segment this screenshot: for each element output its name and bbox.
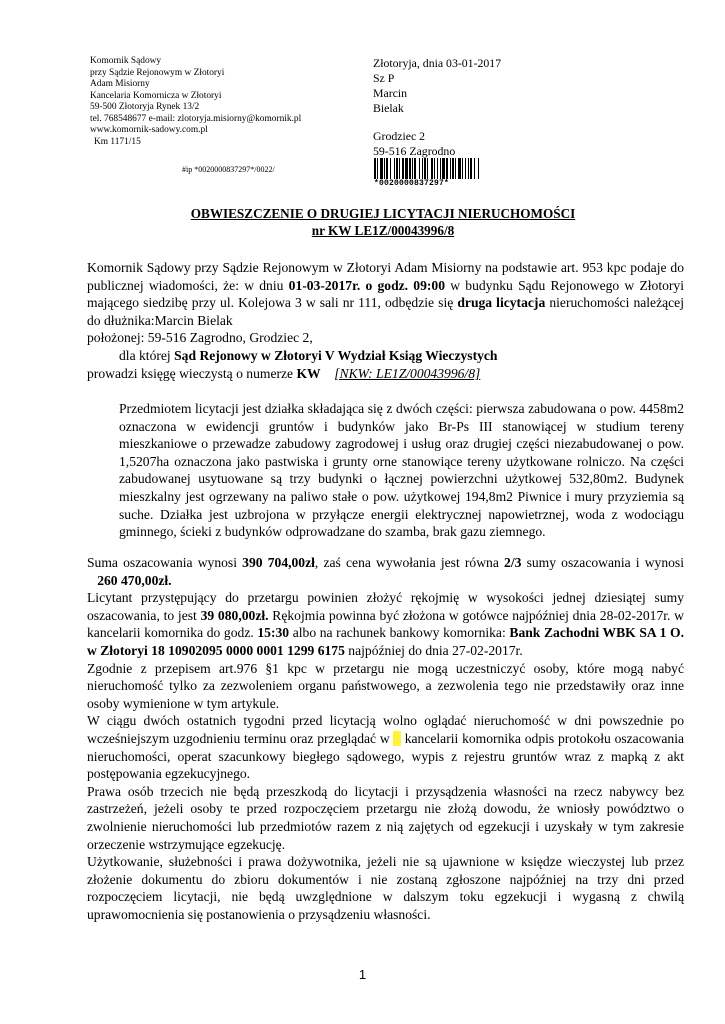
property-location: położonej: 59-516 Zagrodno, Grodziec 2, xyxy=(87,330,313,346)
recipient-last-name: Bielak xyxy=(373,101,404,115)
valuation-sum: 390 704,00zł xyxy=(242,555,315,570)
auction-terms: Suma oszacowania wynosi 390 704,00zł, zaś cena wywołania jest równa 2/3 sumy oszacowania i wynosi 260 470,00zł. Licytant przystępujący do przetargu powinien złożyć rękojmię w wysokości jednej dziesiątej sumy oszacowania, to jest 39 080,00zł. Rękojmia powinna być złożona w gotówce najpóźniej dnia 28-02-2017r. w kancelarii komornika do godz. 15:30 albo na rachunek bankowy komornika: Bank Zachodni WBK SA 1 O. w Złotoryi 18 10902095 0000 0001 1299 6175 najpóźniej do dnia 27-02-2017r. Zgodnie z przepisem art.976 §1 kpc w przetargu nie mogą uczestniczyć osoby, które mogą nabyć nieruchomość tylko za zezwoleniem organu państwowego, a zezwolenia tego nie przedstawiły oraz inne osoby wymienione w tym artykule. W ciągu dwóch ostatnich tygodni przed licytacją wolno oglądać nieruchomość w dni powszednie po wcześniejszym uzgodnieniu terminu oraz przeglądać w kancelarii komornika odpis protokołu oszacowania nieruchomości, operat szacunkowy biegłego sądowego, wypis z rejestru gruntów wraz z mapką z akt postępowania egzekucyjnego. Prawa osób trzecich nie będą przeszkodą do licytacji i przysądzenia własności na rzecz nabywcy bez zastrzeżeń, jeżeli osoby te przed rozpoczęciem przetargu nie złożą dowodu, że wniosły powództwo o zwolnienie nieruchomości lub przedmiotów razem z nią zajętych od egzekucji i uzyskały w tym zakresie orzeczenie wstrzymujące egzekucję. Użytkowanie, służebności i prawa dożywotnika, jeżeli nie są ujawnione w księdze wieczystej lub przez złożenie dokumentu do zbioru dokumentów i nie zostaną zgłoszone najpóźniej na trzy dni przed rozpoczęciem licytacji, nie będą uwzględnione w dalszym toku egzekucji i wygasną z chwilą uprawomocnienia się postanowienia o przysądzeniu własności. xyxy=(87,555,685,922)
deposit-amount: 39 080,00zł. xyxy=(200,607,269,623)
third-party-rights: Prawa osób trzecich nie będą przeszkodą do licytacji i przysądzenia własności na rzecz nabywcy bez zastrzeżeń, jeżeli osoby te przed rozpoczęciem przetargu nie złożą dowodu, że wniosły powództwo o zwolnienie nieruchomości lub przedmiotów razem z nią zajętych od egzekucji i uzyskały w tym zakresie orzeczenie wstrzymujące egzekucję. xyxy=(87,783,684,852)
page-number: 1 xyxy=(358,967,367,982)
land-register-number: nr KW LE1Z/00043996/8 xyxy=(311,223,455,238)
sender-name: Adam Misiorny xyxy=(90,79,150,89)
recipient-postal: 59-516 Zagrodno xyxy=(373,144,456,158)
recipient-first-name: Marcin xyxy=(373,86,408,100)
barcode-text: *0020000837297* xyxy=(374,179,450,188)
highlight-mark xyxy=(393,731,401,746)
recipient-salutation: Sz P xyxy=(373,71,395,85)
court-name: Sąd Rejonowy w Złotoryi V Wydział Ksiąg Wieczystych xyxy=(174,347,498,363)
sender-court: przy Sądzie Rejonowym w Złotoryi xyxy=(90,67,225,78)
case-number: Km 1171/15 xyxy=(94,136,141,147)
recipient-block xyxy=(373,56,501,159)
sender-website: www.komornik-sadowy.com.pl xyxy=(90,125,208,135)
sender-contact: tel. 768548677 e-mail: zlotoryja.misiorny@komornik.pl xyxy=(90,113,302,124)
auction-announcement: Komornik Sądowy przy Sądzie Rejonowym w Złotoryi Adam Misiorny na podstawie art. 953 kpc podaje do publicznej wiadomości, że: w dniu 01-03-2017r. o godz. 09:00 w budynku Sądu Rejonowego w Złotoryi mającego siedzibę przy ul. Kolejowa 3 w sali nr 111, odbędzie się druga licytacja nieruchomości należącej do dłużnika:Marcin Bielak położonej: 59-516 Zagrodno, Grodziec 2, dla której Sąd Rejonowy w Złotoryi V Wydział Ksiąg Wieczystych prowadzi księgę wieczystą o numerze KW [NKW: LE1Z/00043996/8] xyxy=(87,260,684,381)
kw-number: [NKW: LE1Z/00043996/8] xyxy=(334,365,481,381)
participation-restrictions: Zgodnie z przepisem art.976 §1 kpc w przetargu nie mogą uczestniczyć osoby, które mogą nabyć nieruchomość tylko za zezwoleniem organu państwowego, a zezwolenia tego nie przedstawiły oraz inne osoby wymienione w tym artykule. xyxy=(87,660,684,711)
barcode-bars xyxy=(374,158,508,179)
barcode xyxy=(374,158,508,188)
easements-notice: Użytkowanie, służebności i prawa dożywotnika, jeżeli nie są ujawnione w księdze wieczystej lub przez złożenie dokumentu do zbioru dokumentów i nie zostaną zgłoszone najpóźniej na trzy dni przed rozpoczęciem licytacji, nie będą uwzględnione w dalszym toku egzekucji i wygasną z chwilą uprawomocnienia się postanowienia o przysądzeniu własności. xyxy=(87,854,684,922)
auction-date: 01-03-2017r. o godz. 09:00 xyxy=(288,277,446,293)
sender-title: Komornik Sądowy xyxy=(90,56,162,66)
starting-price: 260 470,00zł. xyxy=(97,572,172,588)
inspection-info: W ciągu dwóch ostatnich tygodni przed licytacją wolno oglądać nieruchomość w dni powszednie po wcześniejszym uzgodnieniu terminu oraz przeglądać w kancelarii komornika odpis protokołu oszacowania nieruchomości, operat szacunkowy biegłego sądowego, wypis z rejestru gruntów wraz z mapką z akt postępowania egzekucyjnego. xyxy=(87,713,685,782)
document-title: OBWIESZCZENIE O DRUGIEJ LICYTACJI NIERUCHOMOŚCI xyxy=(190,206,576,221)
recipient-street: Grodziec 2 xyxy=(373,129,426,143)
document-date: Złotoryja, dnia 03-01-2017 xyxy=(373,56,502,70)
sender-address: 59-500 Złotoryja Rynek 13/2 xyxy=(90,102,200,112)
property-description: Przedmiotem licytacji jest działka składająca się z dwóch części: pierwsza zabudowana o pow. 4458m2 oznaczona w ewidencji gruntów i budynków jako Br-Ps III stanowiącej w studium tereny mieszkaniowe o przewadze zabudowy zagrodowej i usług oraz drugiej części niezabudowanej o pow. 1,5207ha oznaczona jako pastwiska i grunty orne stanowiące tereny użytkowane rolniczo. Na części zabudowanej usytuowane są trzy budynki o łącznej powierzchni użytkowej 532,80m2. Budynek mieszkalny jest ogrzewany na paliwo stałe o pow. użytkowej 194,8m2 Piwnice i mury przyziemia są suche. Działka jest uzbrojona w przyłącze energii elektrycznej napowietrznej, woda z wodociągu gminnego, ścieki z budynków odprowadzane do szamba, brak gazu ziemnego. xyxy=(119,401,684,540)
auction-type: druga licytacja xyxy=(457,295,546,311)
sender-block xyxy=(90,56,301,148)
bank-account: Bank Zachodni WBK SA 1 O. w Złotoryi 18 10902095 0000 0001 1299 6175 xyxy=(87,625,684,658)
sender-office: Kancelaria Komornicza w Złotoryi xyxy=(90,90,222,101)
reference-code: #ip *0020000837297*/0022/ xyxy=(182,165,275,174)
